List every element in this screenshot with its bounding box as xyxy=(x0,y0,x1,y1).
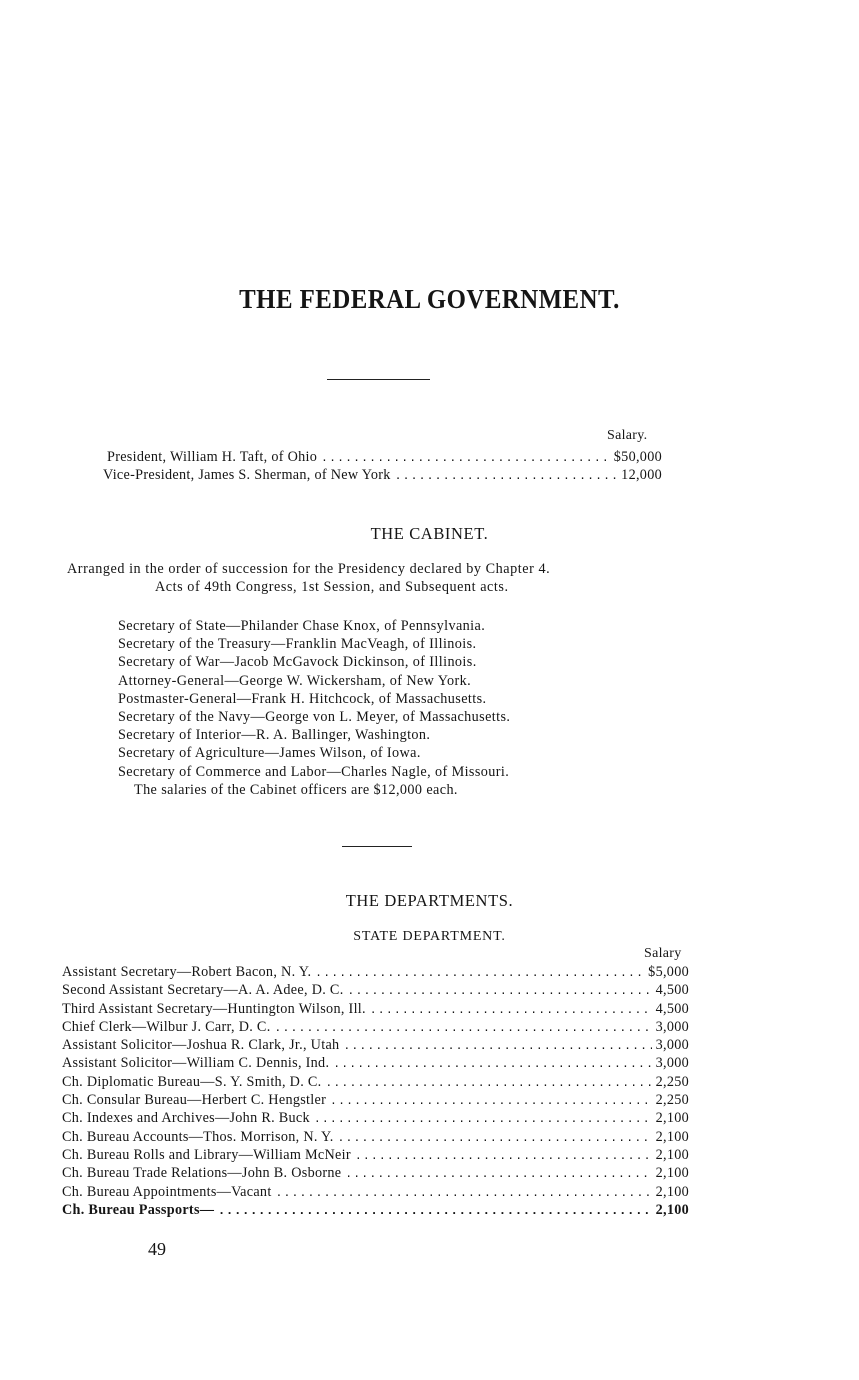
state-department-heading: STATE DEPARTMENT. xyxy=(353,929,506,944)
position-label: Ch. Bureau Trade Relations—John B. Osborne xyxy=(62,1165,342,1182)
title-divider xyxy=(327,379,430,380)
position-label: Ch. Bureau Rolls and Library—William McNeir xyxy=(62,1146,351,1163)
departments-salary-heading: Salary xyxy=(644,946,682,961)
table-row xyxy=(62,1001,689,1019)
leader-dots xyxy=(355,1149,652,1162)
salary-value: 4,500 xyxy=(655,1000,689,1017)
leader-dots xyxy=(345,1167,651,1180)
list-item: Secretary of Commerce and Labor—Charles Nagle, of Missouri. xyxy=(118,763,510,780)
list-item: Secretary of War—Jacob McGavock Dickinson, of Illinois. xyxy=(118,654,477,671)
position-label: Ch. Indexes and Archives—John R. Buck xyxy=(62,1110,310,1127)
list-item: Postmaster-General—Frank H. Hitchcock, of Massachusetts. xyxy=(118,690,487,707)
leader-dots xyxy=(370,1003,652,1016)
executive-row-value: 12,000 xyxy=(621,467,662,483)
list-item: Secretary of the Treasury—Franklin MacVeagh, of Illinois. xyxy=(118,636,477,653)
cabinet-intro-line-1: Arranged in the order of succession for the Presidency declared by Chapter 4. xyxy=(67,561,551,577)
leader-dots xyxy=(315,966,644,979)
leader-dots xyxy=(276,1186,652,1199)
position-label: Ch. Bureau Accounts—Thos. Morrison, N. Y. xyxy=(62,1128,334,1145)
position-label: Assistant Secretary—Robert Bacon, N. Y. xyxy=(62,964,312,980)
list-item: Secretary of Agriculture—James Wilson, of Iowa. xyxy=(118,745,421,762)
position-label: Third Assistant Secretary—Huntington Wilson, Ill. xyxy=(62,1000,366,1017)
table-row xyxy=(62,1147,689,1165)
cabinet-members-list xyxy=(118,617,510,799)
salary-value: 2,250 xyxy=(655,1092,689,1109)
table-row xyxy=(62,982,689,1000)
salary-value: 2,100 xyxy=(655,1201,689,1218)
leader-dots xyxy=(348,984,652,997)
list-item: Secretary of State—Philander Chase Knox, of Pennsylvania. xyxy=(118,618,486,634)
table-row xyxy=(62,1184,689,1202)
list-item: Secretary of the Navy—George von L. Meyer, of Massachusetts. xyxy=(118,709,511,726)
table-row xyxy=(62,1019,689,1037)
list-item: Attorney-General—George W. Wickersham, of New York. xyxy=(118,672,472,689)
executive-row-vice-president xyxy=(103,467,662,484)
position-label: Ch. Bureau Appointments—Vacant xyxy=(62,1183,272,1200)
table-row xyxy=(62,1165,689,1183)
table-row xyxy=(62,1092,689,1110)
page-number: 49 xyxy=(148,1239,166,1259)
table-row xyxy=(62,1037,689,1055)
position-label: Assistant Solicitor—Joshua R. Clark, Jr., Utah xyxy=(62,1037,340,1054)
cabinet-intro-line-2: Acts of 49th Congress, 1st Session, and Subsequent acts. xyxy=(155,579,509,595)
position-label: Ch. Bureau Passports— xyxy=(62,1201,215,1218)
salary-value: 2,100 xyxy=(655,1146,689,1163)
position-label: Ch. Consular Bureau—Herbert C. Hengstler xyxy=(62,1092,327,1109)
position-label: Ch. Diplomatic Bureau—S. Y. Smith, D. C. xyxy=(62,1073,322,1090)
executive-row-label: Vice-President, James S. Sherman, of New York xyxy=(103,467,391,483)
leader-dots xyxy=(333,1057,651,1070)
salary-value: 3,000 xyxy=(655,1018,689,1035)
position-label: Chief Clerk—Wilbur J. Carr, D. C. xyxy=(62,1018,271,1035)
salary-value: 3,000 xyxy=(655,1037,689,1054)
cabinet-divider xyxy=(342,846,412,847)
table-row xyxy=(62,964,689,982)
cabinet-salary-note: The salaries of the Cabinet officers are $12,000 each. xyxy=(134,781,458,798)
executive-row-president xyxy=(107,449,662,466)
list-item: Secretary of Interior—R. A. Ballinger, Washington. xyxy=(118,727,431,744)
executive-row-value: $50,000 xyxy=(613,449,662,465)
leader-dots xyxy=(275,1021,652,1034)
salary-value: 2,100 xyxy=(655,1110,689,1127)
table-row xyxy=(62,1202,689,1220)
table-row xyxy=(62,1074,689,1092)
salary-value: 3,000 xyxy=(655,1055,689,1072)
table-row xyxy=(62,1129,689,1147)
leader-dots xyxy=(343,1039,651,1052)
salary-value: 2,100 xyxy=(655,1165,689,1182)
page-title: THE FEDERAL GOVERNMENT. xyxy=(239,284,620,314)
table-row xyxy=(62,1055,689,1073)
leader-dots xyxy=(314,1112,652,1125)
leader-dots xyxy=(338,1131,652,1144)
position-label: Second Assistant Secretary—A. A. Adee, D. C. xyxy=(62,982,344,999)
table-row xyxy=(62,1110,689,1128)
leader-dots xyxy=(218,1204,651,1217)
salary-value: 2,250 xyxy=(655,1073,689,1090)
cabinet-heading: THE CABINET. xyxy=(370,524,489,543)
leader-dots xyxy=(395,469,617,482)
position-label: Assistant Solicitor—William C. Dennis, Ind. xyxy=(62,1055,330,1072)
state-department-table xyxy=(62,964,689,1220)
leader-dots xyxy=(321,451,610,464)
leader-dots xyxy=(326,1076,652,1089)
leader-dots xyxy=(330,1094,651,1107)
salary-value: 2,100 xyxy=(655,1183,689,1200)
salary-value: 4,500 xyxy=(655,982,689,999)
salary-value: 2,100 xyxy=(655,1128,689,1145)
salary-value: $5,000 xyxy=(648,964,689,980)
executive-salary-heading: Salary. xyxy=(607,428,648,443)
executive-row-label: President, William H. Taft, of Ohio xyxy=(107,449,318,465)
departments-heading: THE DEPARTMENTS. xyxy=(345,891,514,910)
